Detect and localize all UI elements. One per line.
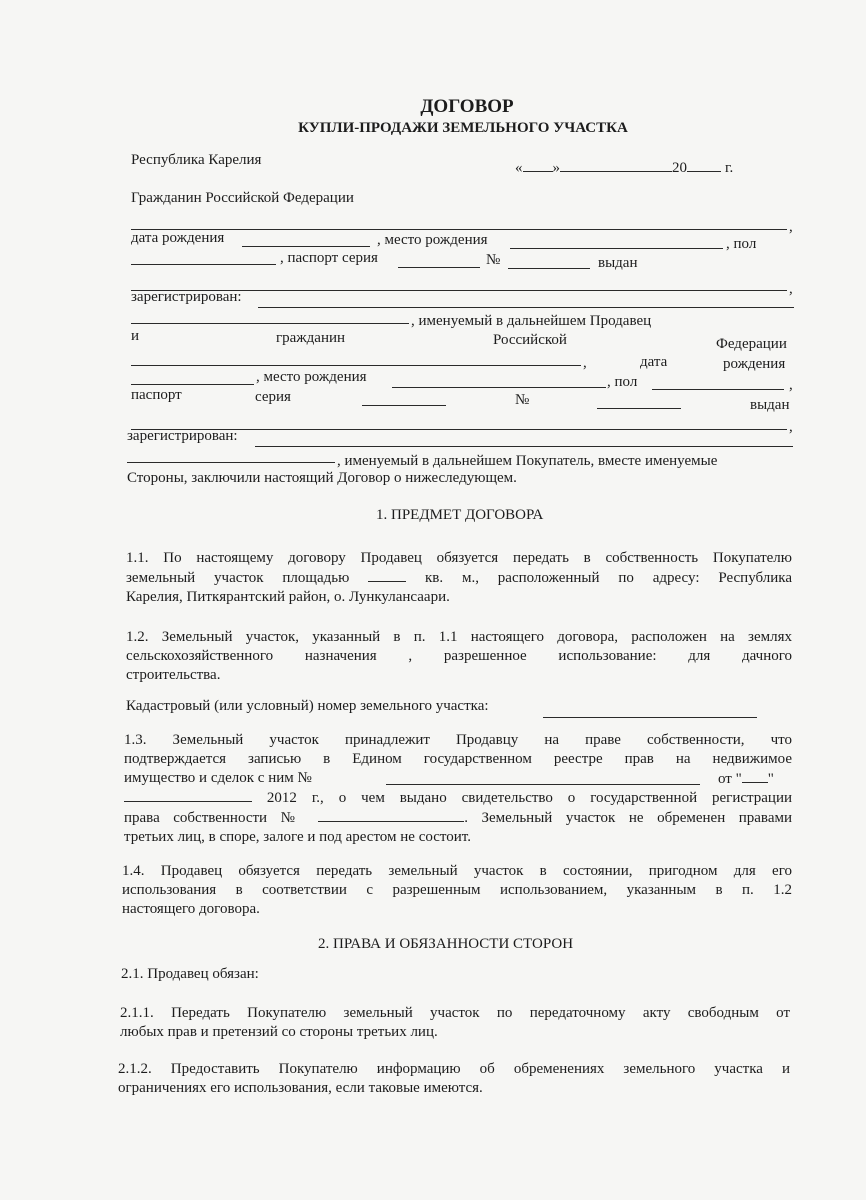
year-prefix: 20 <box>672 160 687 176</box>
area-blank <box>368 568 406 582</box>
month-blank <box>560 158 672 172</box>
comma: , <box>789 281 793 297</box>
seller-registered-line <box>258 307 794 308</box>
ownership-number-label: права собственности № <box>124 810 305 826</box>
registry-number-blank <box>386 771 700 785</box>
section-1-heading: 1. ПРЕДМЕТ ДОГОВОРА <box>376 507 544 523</box>
buyer-sex-label: , пол <box>607 374 638 390</box>
clause-1-3-line <box>124 788 792 808</box>
registry-number-label: имущество и сделок с ним № <box>124 770 312 786</box>
clause-1-1-line: 1.1. По настоящему договору Продавец обязуется передать в собственность Покупателю <box>126 550 792 566</box>
seller-birth-date-label: дата рождения <box>131 230 225 246</box>
buyer-issued-label: выдан <box>750 397 790 413</box>
buyer-series: серия <box>255 389 291 405</box>
section-2-heading: 2. ПРАВА И ОБЯЗАННОСТИ СТОРОН <box>318 936 574 952</box>
cadastral-line <box>543 717 757 718</box>
buyer-citizen: гражданин <box>276 330 346 346</box>
buyer-registered-line <box>255 446 793 447</box>
buyer-and: и <box>131 328 140 344</box>
clause-1-4-line: использования в соответствии с разрешенным использованием, указанным в п. 1.2 <box>122 882 792 898</box>
buyer-birth-place-label: , место рождения <box>256 369 367 385</box>
date-open-quote: « <box>515 160 523 176</box>
clause-1-4 <box>122 862 792 919</box>
seller-citizen-label: Гражданин Российской Федерации <box>131 190 354 206</box>
seller-birth-place-line <box>510 248 723 249</box>
day-blank <box>523 158 553 172</box>
clause-1-3 <box>124 731 792 847</box>
registry-day-blank <box>742 769 768 783</box>
seller-passport-series-label: , паспорт серия <box>280 250 378 266</box>
clause-1-3-line <box>124 769 792 788</box>
buyer-sex-line <box>652 389 784 390</box>
buyer-name-line <box>131 365 581 366</box>
seller-registered-label: зарегистрирован: <box>131 289 242 305</box>
clause-2-1-2 <box>118 1060 790 1098</box>
seller-name-line <box>131 229 787 230</box>
clause-2-1: 2.1. Продавец обязан: <box>121 966 259 982</box>
clause-1-2-line: 1.2. Земельный участок, указанный в п. 1.1 настоящего договора, расположен на землях <box>126 629 792 645</box>
place-text: Республика Карелия <box>131 152 262 168</box>
seller-number-label: № <box>486 252 501 268</box>
registry-quote: " <box>767 771 774 787</box>
seller-address-line <box>131 323 409 324</box>
comma: , <box>789 219 793 235</box>
buyer-passport: паспорт <box>131 387 182 403</box>
clause-1-3-line: подтверждается записью в Едином государственном реестре прав на недвижимое <box>124 751 792 767</box>
registry-from: от " <box>718 771 742 787</box>
buyer-date: дата <box>640 354 668 370</box>
buyer-named-as: , именуемый в дальнейшем Покупатель, вместе именуемые <box>337 453 718 469</box>
seller-named-as: , именуемый в дальнейшем Продавец <box>411 313 652 329</box>
buyer-number-label: № <box>515 392 530 408</box>
registry-month-blank <box>124 788 252 802</box>
clause-2-1-2-line: 2.1.2. Предоставить Покупателю информацию об обременениях земельного участка и <box>118 1061 790 1077</box>
buyer-russian: Российской <box>493 332 567 348</box>
buyer-federation: Федерации <box>716 336 787 352</box>
ownership-number-blank <box>318 808 464 822</box>
buyer-birth-date-line <box>131 384 254 385</box>
clause-1-4-line: настоящего договора. <box>122 901 260 917</box>
clause-1-4-line: 1.4. Продавец обязуется передать земельный участок в состоянии, пригодном для его <box>122 863 792 879</box>
clause-1-3-line: 1.3. Земельный участок принадлежит Продавцу на праве собственности, что <box>124 732 792 748</box>
address-label: кв. м., расположенный по адресу: Республика <box>424 570 792 586</box>
buyer-birth: рождения <box>723 356 786 372</box>
clause-2-1-1-line: 2.1.1. Передать Покупателю земельный участок по передаточному акту свободным от <box>120 1005 790 1021</box>
buyer-registered-label: зарегистрирован: <box>127 428 238 444</box>
registry-date-label <box>718 769 774 789</box>
clause-1-3-line: третьих лиц, в споре, залоге и под арестом не состоит. <box>124 829 471 845</box>
clause-2-1-2-line: ограничениях его использования, если таковые имеются. <box>118 1080 483 1096</box>
clause-1-2 <box>126 628 792 685</box>
clause-1-2-line: строительства. <box>126 667 221 683</box>
buyer-series-line <box>362 405 446 406</box>
comma: , <box>583 355 587 371</box>
cadastral-label: Кадастровый (или условный) номер земельного участка: <box>126 698 489 714</box>
clause-1-1-line: Карелия, Питкярантский район, о. Лункулансаари. <box>126 589 450 605</box>
seller-series-line <box>398 267 480 268</box>
area-label: земельный участок площадью <box>126 570 350 586</box>
clause-1-3-line <box>124 808 792 828</box>
clause-1-1-line <box>126 568 792 588</box>
clause-2-1-1-line: любых прав и претензий со стороны третьих лиц. <box>120 1024 438 1040</box>
encumbrance-text: . Земельный участок не обременен правами <box>464 810 792 826</box>
clause-2-1-1 <box>120 1004 790 1042</box>
seller-sex-line <box>131 264 276 265</box>
seller-sex-label: , пол <box>726 236 757 252</box>
comma: , <box>789 377 793 393</box>
document-title: ДОГОВОР <box>420 96 514 117</box>
buyer-birth-place-line <box>392 387 606 388</box>
certificate-text: 2012 г., о чем выдано свидетельство о государственной регистрации <box>266 790 792 806</box>
comma: , <box>789 419 793 435</box>
date-close-quote: » <box>552 160 560 176</box>
clause-1-1 <box>126 549 792 607</box>
document-subtitle: КУПЛИ-ПРОДАЖИ ЗЕМЕЛЬНОГО УЧАСТКА <box>298 120 628 136</box>
seller-number-line <box>508 268 590 269</box>
parties-line: Стороны, заключили настоящий Договор о нижеследующем. <box>127 470 517 486</box>
buyer-address-line <box>127 462 335 463</box>
clause-1-2-line: сельскохозяйственного назначения , разрешенное использование: для дачного <box>126 648 792 664</box>
date-line <box>515 158 733 177</box>
year-suffix: г. <box>725 160 734 176</box>
buyer-number-line <box>597 408 681 409</box>
seller-birth-date-line <box>242 246 370 247</box>
seller-birth-place-label: , место рождения <box>377 232 488 248</box>
year-blank <box>687 158 721 172</box>
seller-issued-label: выдан <box>598 255 638 271</box>
